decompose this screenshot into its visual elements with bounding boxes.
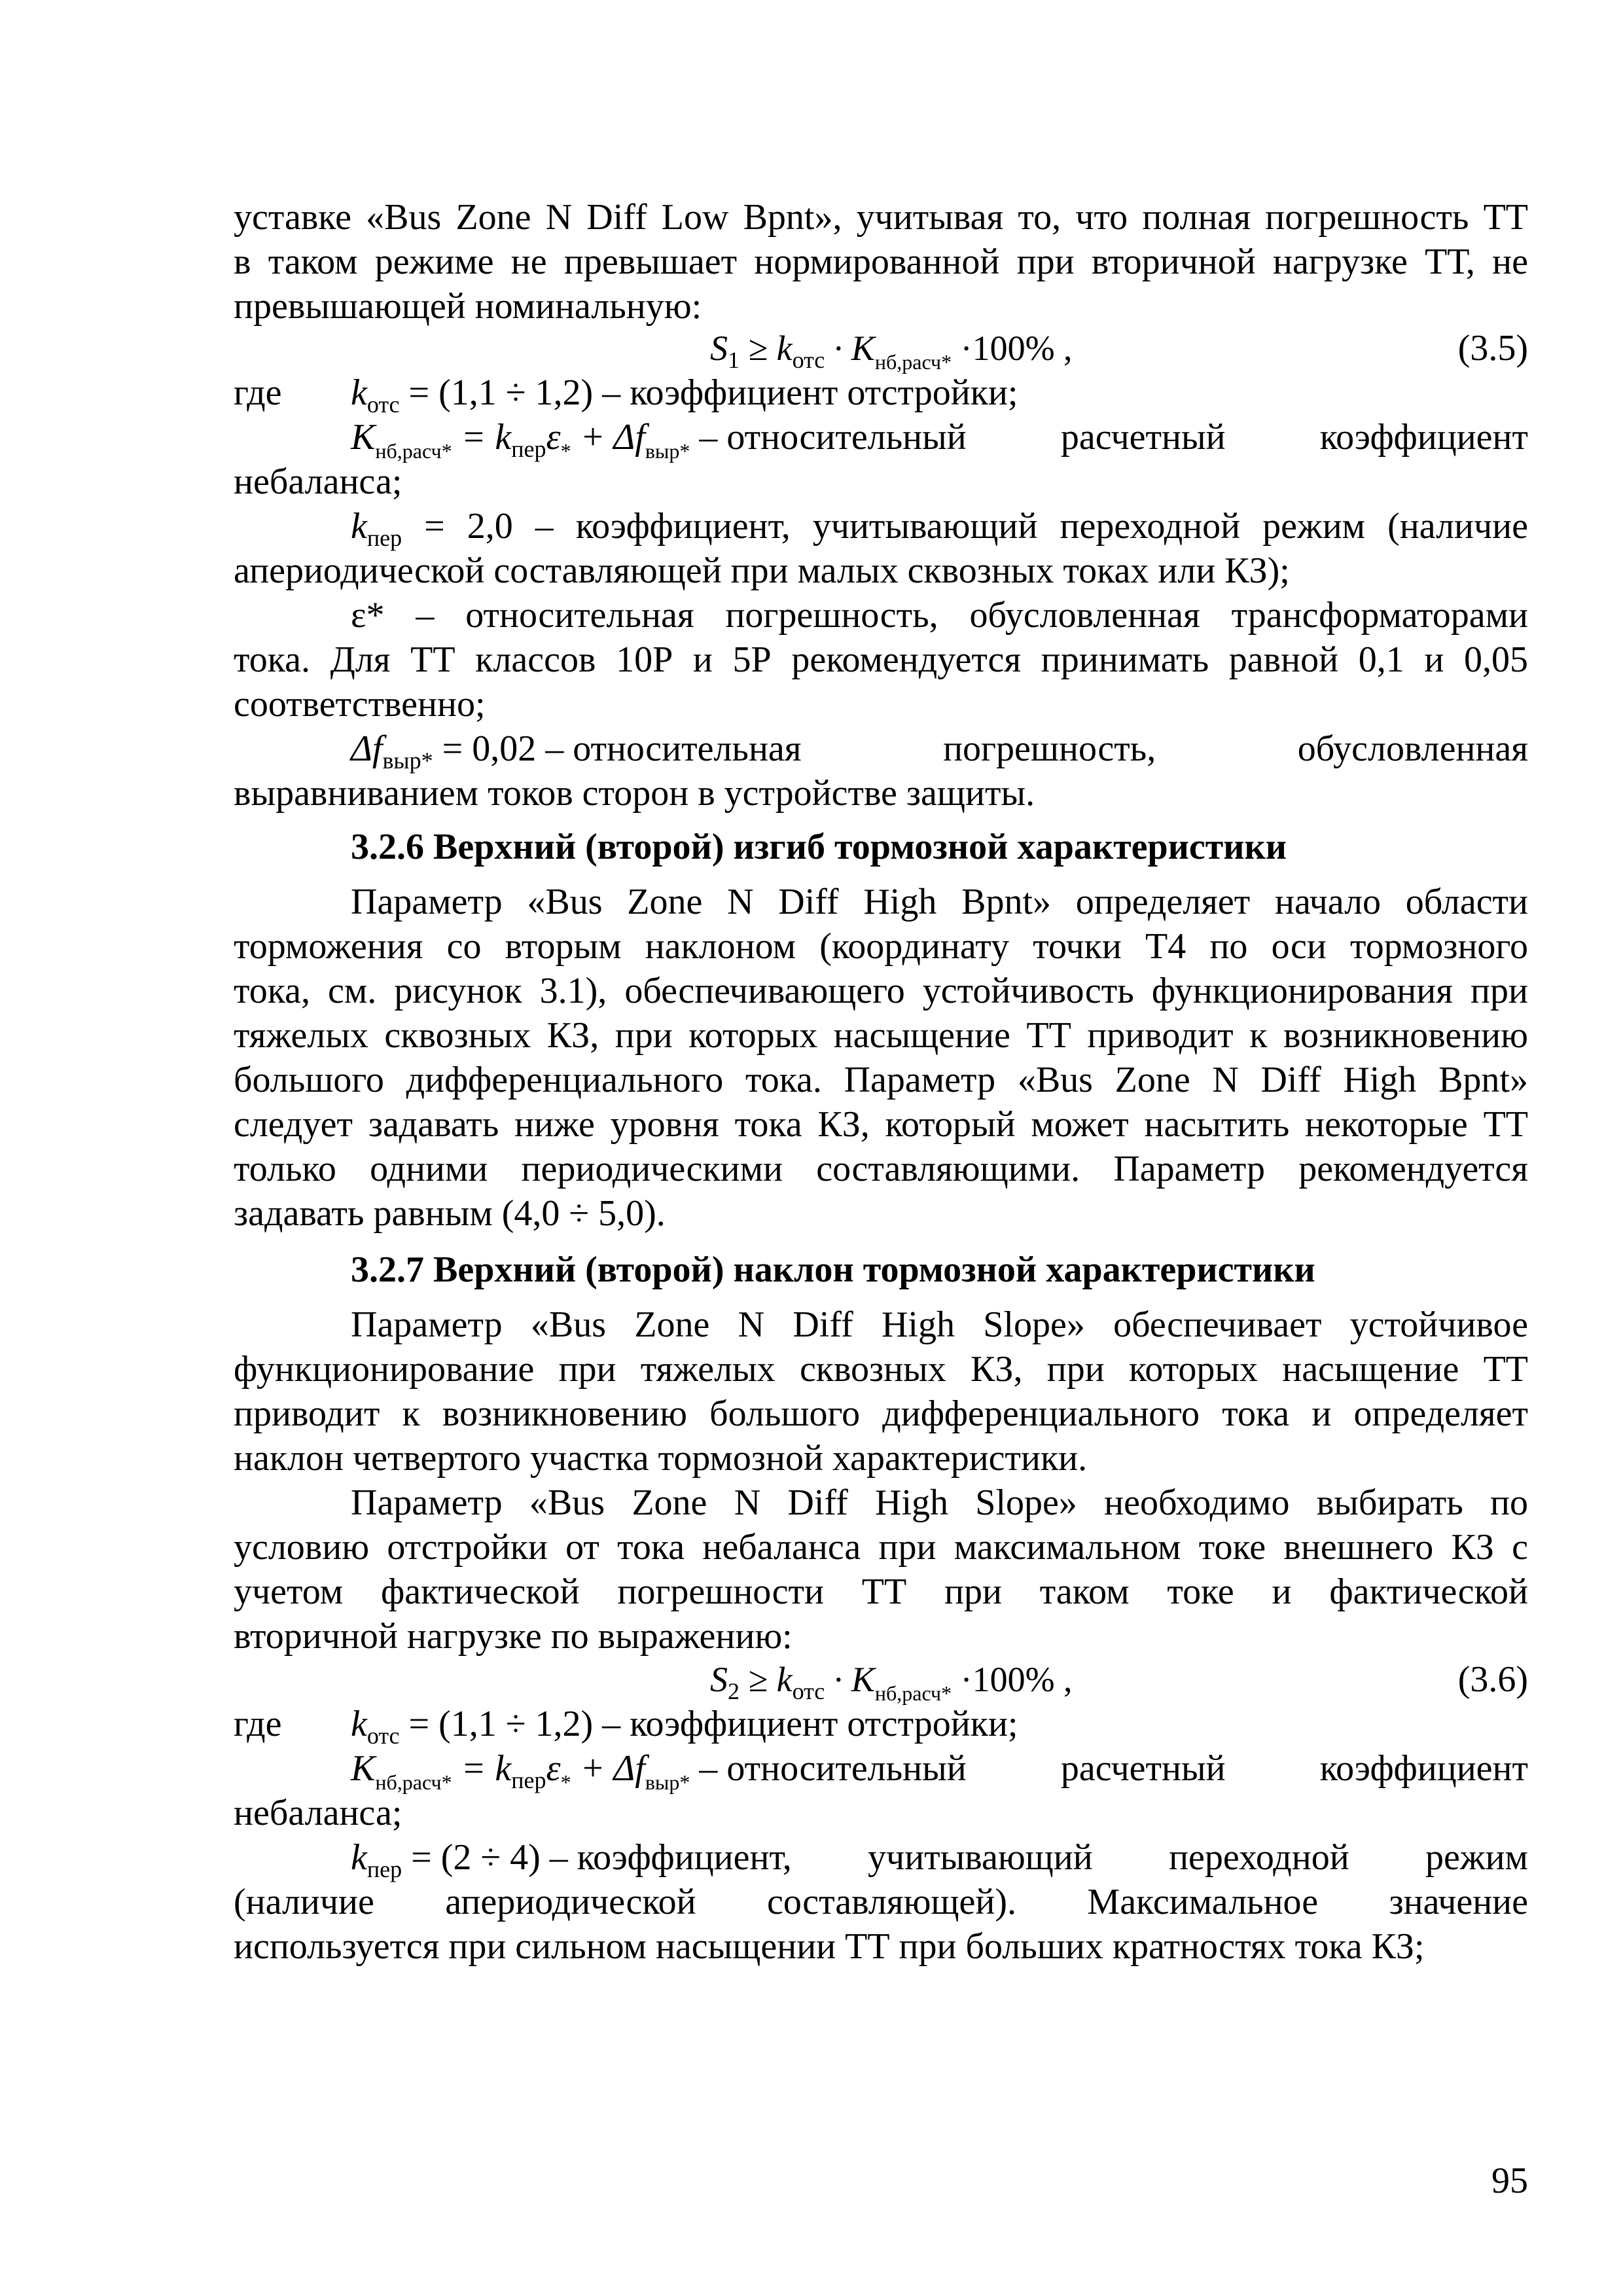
definition-k-ots: $k_{отс} = (1,1 \div 1,2)$ – коэффициент отстройки; — [351, 372, 1018, 418]
text-line: вторичной нагрузке по выражению: — [234, 1616, 793, 1657]
text-line: функционирование при тяжелых сквозных КЗ, при которых насыщение ТТ — [234, 1349, 1528, 1390]
section-heading-3-2-6: 3.2.6 Верхний (второй) изгиб тормозной характеристики — [351, 827, 1287, 867]
text-line: соответственно; — [234, 684, 486, 725]
text-line: большого дифференциального тока. Параметр «Bus Zone N Diff High Bpnt» — [234, 1060, 1528, 1100]
text-line: выравниванием токов сторон в устройстве защиты. — [234, 773, 1035, 814]
definition-epsilon: ε* – относительная погрешность, обусловленная трансформаторами — [351, 595, 1528, 636]
definition-k-per: $k_{пер} = 2,0$ – коэффициент, учитывающий переходной режим (наличие — [351, 506, 1528, 551]
text-line: уставке «Bus Zone N Diff Low Bpnt», учитывая то, что полная погрешность ТТ — [234, 197, 1528, 238]
where-label: где — [234, 1704, 282, 1744]
text-line: тока, см. рисунок 3.1), обеспечивающего устойчивость функционирования при — [234, 971, 1528, 1011]
text-line: превышающей номинальную: — [234, 286, 702, 327]
text-line: Параметр «Bus Zone N Diff High Bpnt» определяет начало области — [351, 882, 1528, 922]
definition-k-nb: $K_{нб,расч*} = k_{пер}\varepsilon_* + \Delta f_{выр*}$ – относительный расчетный коэффициент — [351, 417, 1528, 463]
section-heading-3-2-7: 3.2.7 Верхний (второй) наклон тормозной характеристики — [351, 1249, 1315, 1290]
text-line: следует задавать ниже уровня тока КЗ, который может насытить некоторые ТТ — [234, 1104, 1528, 1145]
text-line: Параметр «Bus Zone N Diff High Slope» необходимо выбирать по — [351, 1482, 1528, 1523]
text-line: торможения со вторым наклоном (координату точки Т4 по оси тормозного — [234, 926, 1528, 967]
definition-delta-f: $\Delta f_{выр*} = 0,02$ – относительная погрешность, обусловленная — [351, 728, 1528, 774]
formula-3-5: $S_1 \ge k_{отс} \cdot K_{нб,расч*} \cdot 100\%$ , — [710, 329, 1073, 374]
text-line: небаланса; — [234, 1793, 402, 1833]
text-line: приводит к возникновению большого дифференциального тока и определяет — [234, 1393, 1528, 1434]
definition-k-nb: $K_{нб,расч*} = k_{пер}\varepsilon_* + \Delta f_{выр*}$ – относительный расчетный коэффициент — [351, 1748, 1528, 1794]
text-line: тяжелых сквозных КЗ, при которых насыщение ТТ приводит к возникновению — [234, 1015, 1528, 1056]
definition-k-per: $k_{пер} = (2 \div 4)$ – коэффициент, учитывающий переходной режим — [351, 1837, 1528, 1882]
where-label: где — [234, 372, 282, 413]
text-line: апериодической составляющей при малых сквозных токах или КЗ); — [234, 550, 1290, 591]
text-line: учетом фактической погрешности ТТ при таком токе и фактической — [234, 1571, 1528, 1612]
text-line: Параметр «Bus Zone N Diff High Slope» обеспечивает устойчивое — [351, 1304, 1528, 1345]
text-line: только одними периодическими составляющими. Параметр рекомендуется — [234, 1149, 1528, 1189]
page-number: 95 — [1491, 2161, 1528, 2201]
text-line: в таком режиме не превышает нормированной при вторичной нагрузке ТТ, не — [234, 242, 1528, 282]
text-line: небаланса; — [234, 461, 402, 502]
text-line: условию отстройки от тока небаланса при максимальном токе внешнего КЗ с — [234, 1527, 1528, 1568]
equation-number: (3.5) — [1457, 328, 1528, 368]
equation-number: (3.6) — [1457, 1659, 1528, 1700]
text-line: (наличие апериодической составляющей). Максимальное значение — [234, 1882, 1528, 1922]
formula-3-6: $S_2 \ge k_{отс} \cdot K_{нб,расч*} \cdot 100\%$ , — [710, 1660, 1073, 1705]
text-line: используется при сильном насыщении ТТ при больших кратностях тока КЗ; — [234, 1926, 1425, 1967]
definition-k-ots: $k_{отс} = (1,1 \div 1,2)$ – коэффициент отстройки; — [351, 1704, 1018, 1749]
text-line: наклон четвертого участка тормозной характеристики. — [234, 1438, 1088, 1479]
text-line: тока. Для ТТ классов 10Р и 5Р рекомендуется принимать равной 0,1 и 0,05 — [234, 639, 1528, 680]
text-line: задавать равным (4,0 ÷ 5,0). — [234, 1193, 666, 1234]
